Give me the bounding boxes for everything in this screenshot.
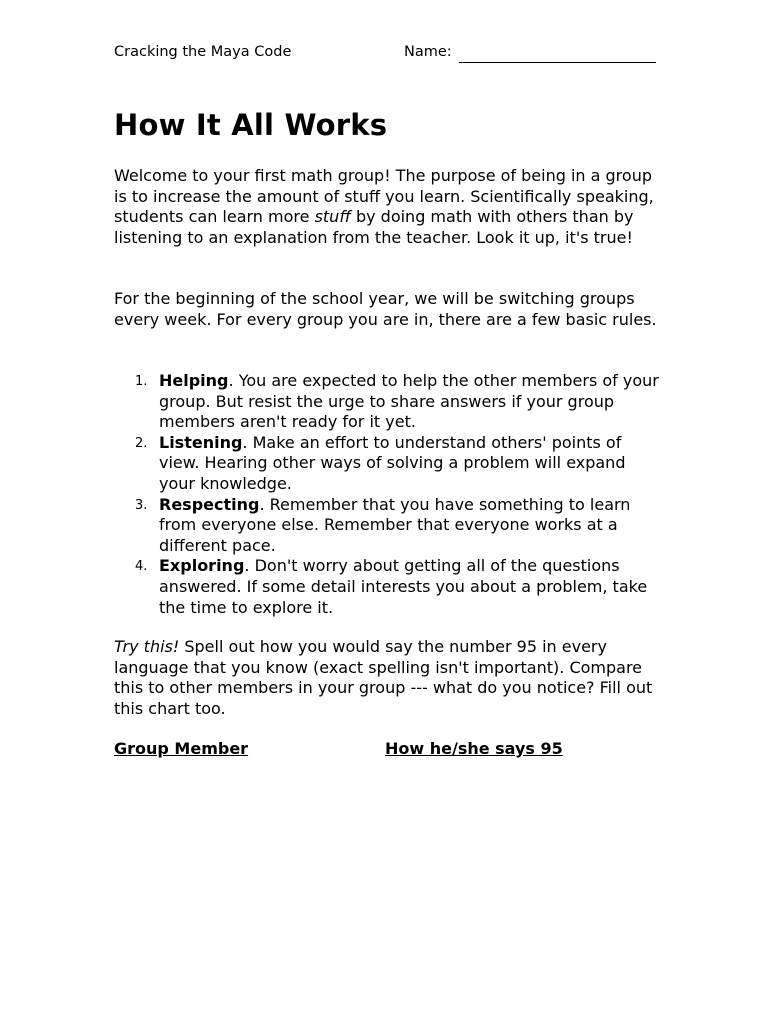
rule-term: Helping — [159, 371, 229, 390]
intro-emphasis: stuff — [314, 207, 351, 227]
list-item — [114, 495, 659, 557]
rule-text: . Remember that you have something to learn from everyone else. Remember that everyone works at a different pace. — [159, 494, 631, 555]
intro-text-2: by doing math with others than by listening to an explanation from the teacher. Look it up, it's true! — [114, 207, 634, 247]
list-number: 2. — [135, 435, 148, 451]
rule-text: . Make an effort to understand others' points of view. Hearing other ways of solving a problem will expand your knowledge. — [159, 432, 626, 493]
try-this-label: Try this! — [114, 637, 180, 656]
intro-text-1: Welcome to your first math group! The purpose of being in a group is to increase the amount of stuff you learn. Scientifically speaking, students can learn more — [114, 166, 654, 227]
name-label: Name: — [404, 44, 452, 60]
page-header — [114, 44, 659, 66]
page-title: How It All Works — [114, 108, 388, 142]
rules-intro-paragraph: For the beginning of the school year, we will be switching groups every week. For every group you are in, there are a few basic rules. — [114, 289, 657, 329]
list-item — [114, 371, 659, 433]
rule-term: Listening — [159, 432, 243, 452]
rule-text: . You are expected to help the other members of your group. But resist the urge to share answers if your group members aren't ready for it yet. — [159, 371, 659, 432]
rules-list — [114, 371, 659, 618]
try-this-paragraph — [114, 637, 659, 719]
rule-term: Respecting — [159, 494, 260, 514]
course-title: Cracking the Maya Code — [114, 44, 292, 60]
list-number: 1. — [135, 374, 148, 389]
chart-header-group-member: Group Member — [114, 739, 249, 758]
list-number: 3. — [135, 497, 148, 513]
try-this-text: Spell out how you would say the number 95 in every language that you know (exact spelling isn't important). Compare this to other members in your group --- what do you notice? Fill out this chart too. — [114, 637, 653, 718]
rule-text: . Don't worry about getting all of the questions answered. If some detail interests you about a problem, take the time to explore it. — [159, 556, 648, 617]
chart-header-how-says-95: How he/she says 95 — [385, 739, 563, 758]
intro-paragraph — [114, 166, 659, 248]
list-number: 4. — [135, 559, 148, 575]
list-item — [114, 556, 659, 618]
name-blank-line[interactable] — [459, 62, 656, 63]
list-item — [114, 433, 659, 495]
rule-term: Exploring — [159, 556, 245, 576]
